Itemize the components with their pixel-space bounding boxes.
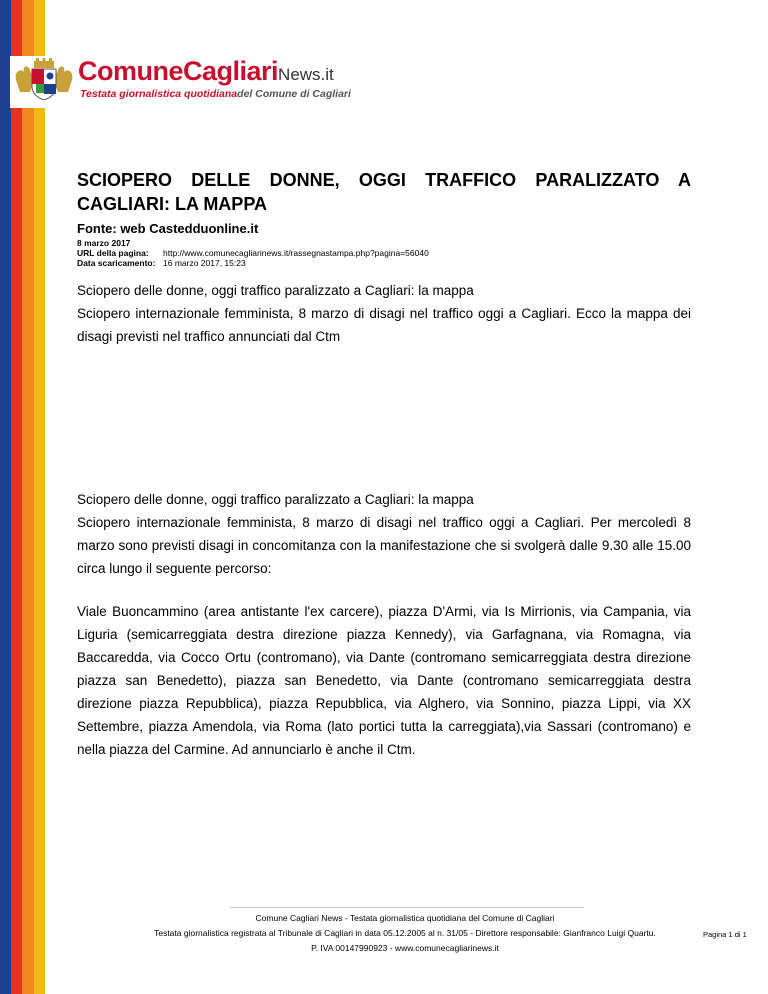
stripe-orange (22, 0, 34, 994)
download-value: 16 marzo 2017, 15:23 (163, 258, 246, 268)
footer-line-3: P. IVA 00147990923 - www.comunecagliarinews.it (311, 943, 499, 953)
article-meta (77, 238, 429, 268)
intro-paragraph (77, 279, 691, 348)
footer-divider (230, 907, 584, 908)
intro-text: Sciopero internazionale femminista, 8 marzo di disagi nel traffico oggi a Cagliari. Ecco la mappa dei disagi previsti nel traffico annunciati dal Ctm (77, 306, 691, 344)
article-title: SCIOPERO DELLE DONNE, OGGI TRAFFICO PARALIZZATO A CAGLIARI: LA MAPPA (77, 170, 691, 214)
page-footer (120, 911, 690, 956)
route-paragraph: Viale Buoncammino (area antistante l'ex carcere), piazza D'Armi, via Is Mirrionis, via Campania, via Liguria (semicarreggiata destra direzione piazza Kennedy), via Garfagnana, via Romagna, via Baccaredda, via Cocco Ortu (contromano), via Dante (contromano semicarreggiata destra direzione piazza san Benedetto), piazza san Benedetto, via Dante (contromano semicarreggiata destra direzione piazza Repubblica), piazza Repubblica, via Alghero, via Sonnino, piazza Lippi, via XX Settembre, piazza Amendola, via Roma (lato portici tutta la carreggiata),via Sassari (contromano) e nella piazza del Carmine. Ad annunciarlo è anche il Ctm. (77, 604, 691, 757)
footer-line-2: Testata giornalistica registrata al Tribunale di Cagliari in data 05.12.2005 al n. 31/05 - Direttore responsabile: Gianfranco Luigi Quartu. (154, 928, 656, 938)
logo-wordmark (78, 56, 334, 87)
url-value[interactable]: http://www.comunecagliarinews.it/rassegnastampa.php?pagina=56040 (163, 248, 429, 258)
logo-tagline (80, 88, 351, 100)
second-headline: Sciopero delle donne, oggi traffico paralizzato a Cagliari: la mappa (77, 492, 474, 507)
stripe-yellow (34, 0, 45, 994)
logo-sub-small-text: del Comune di Cagliari (237, 88, 351, 100)
page-number: Pagina 1 di 1 (703, 930, 747, 939)
stripe-blue (0, 0, 11, 994)
logo-sub-text: Testata giornalistica quotidiana (80, 88, 238, 100)
footer-line-1: Comune Cagliari News - Testata giornalistica quotidiana del Comune di Cagliari (255, 913, 555, 923)
second-text: Sciopero internazionale femminista, 8 marzo di disagi nel traffico oggi a Cagliari. Per mercoledì 8 marzo sono previsti disagi in concomitanza con la manifestazione che si svolgerà dalle 9.30 alle 15.00 circa lungo il seguente percorso: (77, 515, 691, 576)
url-label: URL della pagina: (77, 248, 149, 258)
article-source: Fonte: web Castedduonline.it (77, 221, 259, 236)
masthead (10, 56, 351, 108)
intro-headline: Sciopero delle donne, oggi traffico paralizzato a Cagliari: la mappa (77, 283, 474, 298)
stripe-red (11, 0, 22, 994)
article-date: 8 marzo 2017 (77, 238, 131, 248)
logo-main-text: ComuneCagliari (78, 56, 279, 86)
logo-news-text: News.it (278, 65, 334, 84)
flag-stripes (0, 0, 45, 994)
download-label: Data scaricamento: (77, 258, 156, 268)
second-paragraph (77, 488, 691, 580)
city-crest-icon (12, 58, 76, 100)
